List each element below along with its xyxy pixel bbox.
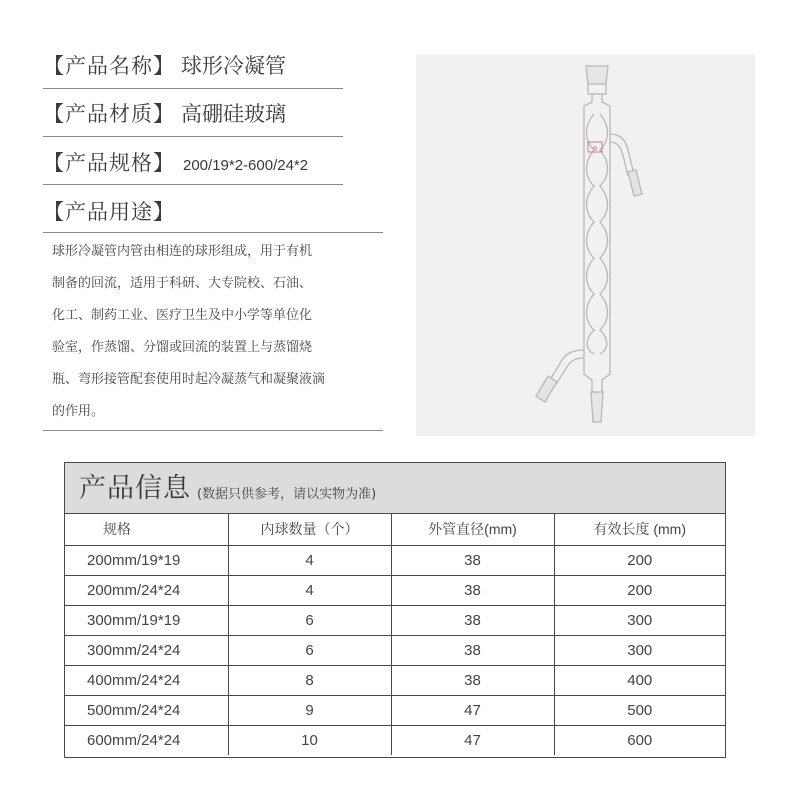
cell-spec: 500mm/24*24 bbox=[65, 695, 228, 725]
cell-outer-diameter: 38 bbox=[391, 665, 554, 695]
divider bbox=[43, 184, 343, 185]
cell-bulb-count: 8 bbox=[228, 665, 391, 695]
table-title-bar bbox=[65, 463, 725, 514]
header-material-value: 高硼硅玻璃 bbox=[181, 102, 286, 126]
header-spec bbox=[43, 147, 308, 177]
divider bbox=[43, 232, 383, 233]
cell-bulb-count: 4 bbox=[228, 545, 391, 575]
product-image bbox=[416, 54, 755, 436]
ball-condenser-illustration bbox=[416, 54, 755, 436]
cell-outer-diameter: 47 bbox=[391, 725, 554, 755]
cell-bulb-count: 6 bbox=[228, 635, 391, 665]
divider bbox=[43, 88, 343, 89]
usage-description bbox=[52, 240, 382, 432]
cell-spec: 200mm/24*24 bbox=[65, 575, 228, 605]
table-row bbox=[65, 605, 725, 635]
cell-effective-length: 200 bbox=[554, 575, 725, 605]
column-header: 有效长度 (mm) bbox=[554, 514, 725, 545]
cell-effective-length: 200 bbox=[554, 545, 725, 575]
table-row bbox=[65, 575, 725, 605]
spec-table bbox=[65, 514, 725, 755]
cell-effective-length: 300 bbox=[554, 635, 725, 665]
cell-spec: 600mm/24*24 bbox=[65, 725, 228, 755]
product-info-table bbox=[64, 462, 726, 758]
table-row bbox=[65, 665, 725, 695]
header-usage bbox=[43, 196, 181, 226]
cell-outer-diameter: 38 bbox=[391, 605, 554, 635]
divider bbox=[43, 136, 343, 137]
description-line: 球形冷凝管内管由相连的球形组成，用于有机 bbox=[52, 244, 313, 259]
svg-text:⌬: ⌬ bbox=[592, 146, 598, 152]
cell-bulb-count: 6 bbox=[228, 605, 391, 635]
cell-effective-length: 300 bbox=[554, 605, 725, 635]
table-note: (数据只供参考，请以实物为准) bbox=[197, 487, 377, 502]
cell-effective-length: 400 bbox=[554, 665, 725, 695]
description-line: 的作用。 bbox=[52, 404, 105, 419]
table-header-row bbox=[65, 514, 725, 545]
table-row bbox=[65, 545, 725, 575]
header-name bbox=[43, 50, 286, 80]
cell-spec: 300mm/24*24 bbox=[65, 635, 228, 665]
cell-outer-diameter: 38 bbox=[391, 635, 554, 665]
column-header: 内球数量（个） bbox=[228, 514, 391, 545]
cell-spec: 300mm/19*19 bbox=[65, 605, 228, 635]
cell-spec: 400mm/24*24 bbox=[65, 665, 228, 695]
header-spec-label: 【产品规格】 bbox=[43, 151, 175, 175]
cell-bulb-count: 10 bbox=[228, 725, 391, 755]
cell-effective-length: 600 bbox=[627, 731, 653, 749]
cell-bulb-count: 4 bbox=[228, 575, 391, 605]
cell-spec: 200mm/19*19 bbox=[65, 545, 228, 575]
description-line: 验室，作蒸馏、分馏或回流的装置上与蒸馏烧 bbox=[52, 340, 313, 355]
table-title: 产品信息 bbox=[79, 473, 191, 504]
cell-outer-diameter: 38 bbox=[391, 545, 554, 575]
cell-effective-length: 500 bbox=[554, 695, 725, 725]
column-header: 规格 bbox=[65, 514, 228, 545]
table-row bbox=[65, 695, 725, 725]
header-spec-value: 200/19*2-600/24*2 bbox=[183, 157, 309, 174]
header-name-value: 球形冷凝管 bbox=[181, 54, 286, 78]
table-row bbox=[65, 725, 725, 755]
header-name-label: 【产品名称】 bbox=[43, 54, 175, 78]
column-header: 外管直径(mm) bbox=[391, 514, 554, 545]
description-line: 制备的回流，适用于科研、大专院校、石油、 bbox=[52, 276, 313, 291]
table-row bbox=[65, 635, 725, 665]
header-material-label: 【产品材质】 bbox=[43, 102, 175, 126]
cell-outer-diameter: 38 bbox=[391, 575, 554, 605]
header-material bbox=[43, 98, 286, 128]
cell-bulb-count: 9 bbox=[228, 695, 391, 725]
cell-outer-diameter: 47 bbox=[391, 695, 554, 725]
description-line: 化工、制药工业、医疗卫生及中小学等单位化 bbox=[52, 308, 313, 323]
divider bbox=[43, 430, 383, 431]
header-usage-label: 【产品用途】 bbox=[43, 200, 175, 224]
description-line: 瓶、弯形接管配套使用时起冷凝蒸气和凝聚液滴 bbox=[52, 372, 326, 387]
